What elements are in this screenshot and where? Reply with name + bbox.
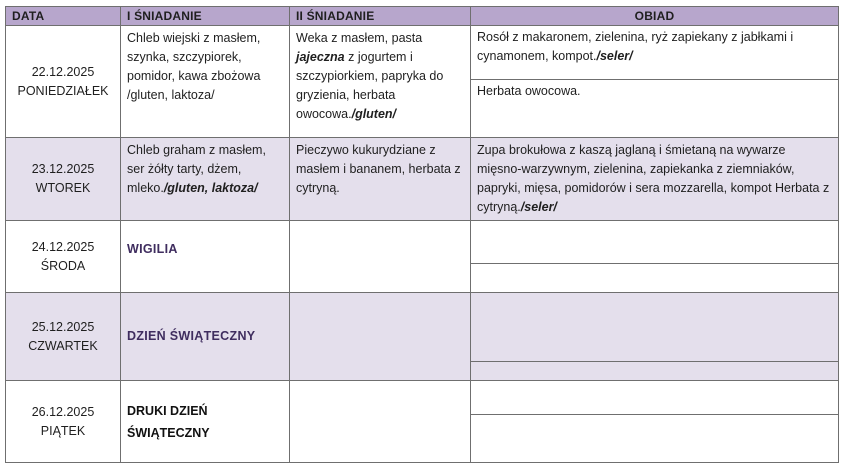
- breakfast1-cell: [121, 138, 290, 221]
- allergen-note: /seler/: [520, 200, 557, 214]
- holiday-label-line1: DRUKI DZIEŃ: [127, 403, 208, 418]
- date-text: 22.12.2025: [31, 64, 95, 79]
- breakfast2-cell: [290, 221, 471, 293]
- lunch-cell: [471, 221, 839, 264]
- header-breakfast1: I ŚNIADANIE: [121, 7, 290, 26]
- lunch-cell: [471, 138, 839, 221]
- date-text: 24.12.2025: [31, 239, 95, 254]
- breakfast2-cell: [290, 26, 471, 138]
- breakfast1-text: Chleb wiejski z masłem, szynka, szczypiorek, pomidor, kawa zbożowa /gluten, laktoza/: [127, 31, 261, 102]
- holiday-label: WIGILIA: [127, 242, 178, 256]
- date-cell: [6, 138, 121, 221]
- date-text: 23.12.2025: [31, 162, 95, 176]
- weekday-text: CZWARTEK: [28, 338, 98, 353]
- breakfast1-cell: [121, 293, 290, 381]
- table-row: [6, 221, 839, 264]
- table-row: [6, 138, 839, 221]
- date-text: 25.12.2025: [31, 319, 95, 334]
- allergen-note: /seler/: [596, 49, 633, 63]
- date-cell: [6, 26, 121, 138]
- breakfast2-cell: [290, 138, 471, 221]
- header-breakfast2: II ŚNIADANIE: [290, 7, 471, 26]
- menu-table: [5, 6, 839, 463]
- lunch-extra-cell: [471, 264, 839, 293]
- header-date: DATA: [6, 7, 121, 26]
- weekday-text: ŚRODA: [40, 258, 86, 273]
- date-cell: [6, 381, 121, 463]
- lunch-extra-cell: [471, 80, 839, 138]
- breakfast1-cell: [121, 26, 290, 138]
- lunch-cell: [471, 293, 839, 362]
- table-row: [6, 26, 839, 80]
- lunch-cell: [471, 381, 839, 415]
- lunch-cell: [471, 26, 839, 80]
- breakfast2-text-cont: z jogurtem i szczypiorkiem, papryka do gryzienia, herbata owocowa.: [296, 50, 444, 121]
- breakfast2-text: Pieczywo kukurydziane z masłem i bananem, herbata z cytryną.: [296, 143, 461, 195]
- lunch-extra-text: Herbata owocowa.: [477, 84, 581, 98]
- date-cell: [6, 221, 121, 293]
- table-row: [6, 381, 839, 415]
- weekday-text: PIĄTEK: [40, 423, 86, 438]
- lunch-extra-cell: [471, 415, 839, 463]
- breakfast1-text: Chleb graham z masłem, ser żółty tarty, dżem, mleko.: [127, 143, 266, 195]
- breakfast2-bold: jajeczna: [296, 50, 345, 64]
- breakfast2-cell: [290, 293, 471, 381]
- allergen-note: /gluten, laktoza/: [163, 181, 258, 195]
- table-row: [6, 293, 839, 362]
- breakfast1-cell: [121, 221, 290, 293]
- date-text: 26.12.2025: [31, 404, 95, 419]
- lunch-text: Rosół z makaronem, zielenina, ryż zapiekany z jabłkami i cynamonem, kompot.: [477, 30, 794, 63]
- lunch-text: Zupa brokułowa z kaszą jaglaną i śmietaną na wywarze mięsno-warzywnym, zielenina, zapiekanka z ziemniaków, papryki, mięsa, pomidorów i sera mozzarella, kompot Herbata z cytryną.: [477, 143, 830, 214]
- header-row: [6, 7, 839, 26]
- breakfast2-cell: [290, 381, 471, 463]
- breakfast1-cell: [121, 381, 290, 463]
- holiday-label: DZIEŃ ŚWIĄTECZNY: [127, 329, 256, 343]
- breakfast2-text: Weka z masłem, pasta: [296, 31, 423, 45]
- holiday-label-line2: ŚWIĄTECZNY: [127, 425, 210, 440]
- weekday-text: WTOREK: [35, 181, 91, 195]
- allergen-note: /gluten/: [351, 107, 397, 121]
- header-lunch: OBIAD: [471, 7, 839, 26]
- weekday-text: PONIEDZIAŁEK: [17, 83, 109, 98]
- date-cell: [6, 293, 121, 381]
- lunch-extra-cell: [471, 362, 839, 381]
